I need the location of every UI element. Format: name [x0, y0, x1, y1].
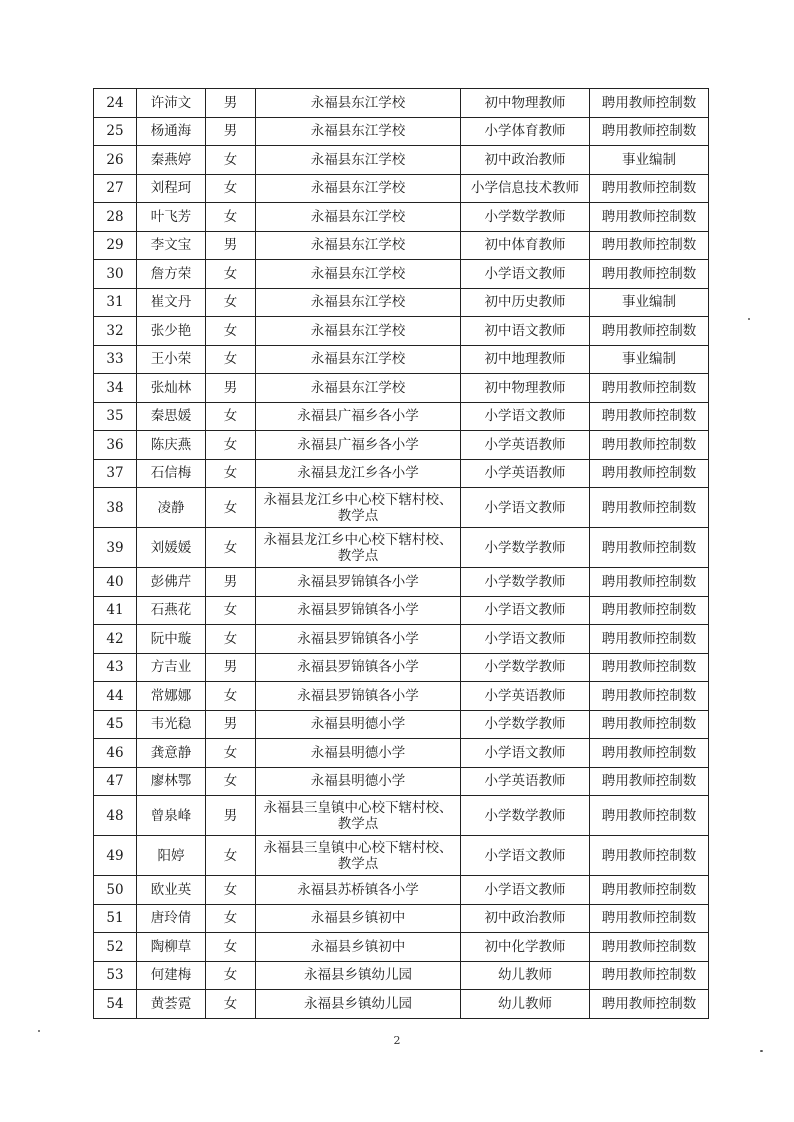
cell-position: 小学数学教师: [461, 568, 590, 597]
cell-school: 永福县东江学校: [256, 374, 461, 403]
cell-position: 小学体育教师: [461, 117, 590, 146]
table-row: [94, 231, 709, 260]
cell-school: 永福县东江学校: [256, 203, 461, 232]
cell-position: 小学数学教师: [461, 796, 590, 836]
cell-position: 初中物理教师: [461, 374, 590, 403]
cell-gender: 女: [206, 767, 256, 796]
cell-school: 永福县罗锦镇各小学: [256, 596, 461, 625]
cell-name: 叶飞芳: [137, 203, 206, 232]
cell-school: 永福县明德小学: [256, 767, 461, 796]
table-row: [94, 203, 709, 232]
cell-staffing-type: 聘用教师控制数: [590, 767, 709, 796]
cell-staffing-type: 聘用教师控制数: [590, 904, 709, 933]
cell-position: 初中历史教师: [461, 288, 590, 317]
table-row: [94, 876, 709, 905]
cell-staffing-type: 聘用教师控制数: [590, 459, 709, 488]
cell-name: 崔文丹: [137, 288, 206, 317]
cell-position: 小学语文教师: [461, 876, 590, 905]
cell-school: 永福县东江学校: [256, 288, 461, 317]
cell-number: 30: [94, 260, 137, 289]
cell-school: 永福县乡镇初中: [256, 904, 461, 933]
cell-name: 何建梅: [137, 961, 206, 990]
cell-position: 小学语文教师: [461, 596, 590, 625]
cell-school: 永福县东江学校: [256, 117, 461, 146]
cell-staffing-type: 事业编制: [590, 345, 709, 374]
cell-staffing-type: 聘用教师控制数: [590, 990, 709, 1019]
table-row: [94, 990, 709, 1019]
scan-speck: [748, 318, 750, 320]
cell-gender: 女: [206, 990, 256, 1019]
cell-position: 小学语文教师: [461, 739, 590, 768]
cell-gender: 男: [206, 710, 256, 739]
cell-school: 永福县乡镇幼儿园: [256, 961, 461, 990]
cell-number: 54: [94, 990, 137, 1019]
cell-gender: 男: [206, 568, 256, 597]
cell-name: 刘媛媛: [137, 528, 206, 568]
cell-position: 小学数学教师: [461, 528, 590, 568]
cell-school: 永福县龙江乡中心校下辖村校、教学点: [256, 488, 461, 528]
cell-name: 曾泉峰: [137, 796, 206, 836]
cell-staffing-type: 聘用教师控制数: [590, 625, 709, 654]
cell-staffing-type: 聘用教师控制数: [590, 231, 709, 260]
cell-position: 小学语文教师: [461, 402, 590, 431]
cell-name: 廖林鄂: [137, 767, 206, 796]
cell-gender: 男: [206, 117, 256, 146]
table-row: [94, 653, 709, 682]
cell-position: 初中地理教师: [461, 345, 590, 374]
cell-number: 50: [94, 876, 137, 905]
cell-name: 杨通海: [137, 117, 206, 146]
cell-position: 小学英语教师: [461, 682, 590, 711]
cell-name: 王小荣: [137, 345, 206, 374]
cell-name: 张少艳: [137, 317, 206, 346]
cell-school: 永福县东江学校: [256, 146, 461, 175]
cell-gender: 男: [206, 374, 256, 403]
table-row: [94, 431, 709, 460]
table-row: [94, 174, 709, 203]
cell-staffing-type: 聘用教师控制数: [590, 117, 709, 146]
cell-staffing-type: 聘用教师控制数: [590, 488, 709, 528]
table-row: [94, 596, 709, 625]
cell-number: 32: [94, 317, 137, 346]
cell-gender: 女: [206, 904, 256, 933]
cell-gender: 男: [206, 653, 256, 682]
cell-staffing-type: 聘用教师控制数: [590, 961, 709, 990]
cell-number: 33: [94, 345, 137, 374]
cell-school: 永福县东江学校: [256, 317, 461, 346]
cell-staffing-type: 聘用教师控制数: [590, 876, 709, 905]
cell-staffing-type: 聘用教师控制数: [590, 796, 709, 836]
cell-number: 46: [94, 739, 137, 768]
table-row: [94, 260, 709, 289]
cell-name: 李文宝: [137, 231, 206, 260]
cell-name: 秦燕婷: [137, 146, 206, 175]
cell-gender: 女: [206, 625, 256, 654]
cell-staffing-type: 聘用教师控制数: [590, 402, 709, 431]
cell-number: 45: [94, 710, 137, 739]
cell-school: 永福县明德小学: [256, 739, 461, 768]
cell-number: 39: [94, 528, 137, 568]
cell-number: 47: [94, 767, 137, 796]
cell-gender: 男: [206, 796, 256, 836]
teacher-roster-table: [93, 88, 709, 1019]
cell-number: 43: [94, 653, 137, 682]
cell-name: 黄荟霓: [137, 990, 206, 1019]
cell-school: 永福县东江学校: [256, 174, 461, 203]
cell-name: 常娜娜: [137, 682, 206, 711]
cell-school: 永福县广福乡各小学: [256, 431, 461, 460]
cell-school: 永福县东江学校: [256, 231, 461, 260]
cell-name: 唐玲倩: [137, 904, 206, 933]
cell-gender: 女: [206, 596, 256, 625]
cell-number: 29: [94, 231, 137, 260]
cell-staffing-type: 聘用教师控制数: [590, 528, 709, 568]
scan-speck: [38, 1030, 40, 1032]
table-row: [94, 488, 709, 528]
cell-school: 永福县东江学校: [256, 260, 461, 289]
cell-name: 彭佛芹: [137, 568, 206, 597]
table-row: [94, 374, 709, 403]
cell-staffing-type: 事业编制: [590, 146, 709, 175]
cell-school: 永福县苏桥镇各小学: [256, 876, 461, 905]
cell-number: 41: [94, 596, 137, 625]
cell-name: 石燕花: [137, 596, 206, 625]
cell-name: 许沛文: [137, 89, 206, 118]
cell-name: 凌静: [137, 488, 206, 528]
page-number: 2: [393, 1034, 401, 1047]
cell-school: 永福县东江学校: [256, 345, 461, 374]
cell-school: 永福县罗锦镇各小学: [256, 682, 461, 711]
cell-school: 永福县明德小学: [256, 710, 461, 739]
cell-number: 44: [94, 682, 137, 711]
cell-number: 34: [94, 374, 137, 403]
cell-position: 初中语文教师: [461, 317, 590, 346]
cell-staffing-type: 聘用教师控制数: [590, 89, 709, 118]
cell-gender: 女: [206, 203, 256, 232]
cell-name: 陈庆燕: [137, 431, 206, 460]
cell-staffing-type: 聘用教师控制数: [590, 596, 709, 625]
cell-gender: 女: [206, 260, 256, 289]
cell-name: 詹方荣: [137, 260, 206, 289]
cell-number: 24: [94, 89, 137, 118]
cell-gender: 女: [206, 933, 256, 962]
cell-school: 永福县乡镇幼儿园: [256, 990, 461, 1019]
cell-staffing-type: 聘用教师控制数: [590, 653, 709, 682]
cell-number: 27: [94, 174, 137, 203]
cell-gender: 女: [206, 174, 256, 203]
cell-position: 小学语文教师: [461, 260, 590, 289]
cell-name: 欧业英: [137, 876, 206, 905]
cell-school: 永福县三皇镇中心校下辖村校、教学点: [256, 836, 461, 876]
cell-gender: 男: [206, 89, 256, 118]
cell-staffing-type: 聘用教师控制数: [590, 710, 709, 739]
cell-number: 48: [94, 796, 137, 836]
cell-number: 25: [94, 117, 137, 146]
cell-school: 永福县乡镇初中: [256, 933, 461, 962]
cell-school: 永福县罗锦镇各小学: [256, 568, 461, 597]
cell-school: 永福县龙江乡各小学: [256, 459, 461, 488]
cell-position: 初中体育教师: [461, 231, 590, 260]
cell-number: 38: [94, 488, 137, 528]
cell-name: 秦思媛: [137, 402, 206, 431]
cell-gender: 女: [206, 317, 256, 346]
cell-gender: 女: [206, 459, 256, 488]
cell-number: 53: [94, 961, 137, 990]
cell-gender: 女: [206, 682, 256, 711]
table-row: [94, 682, 709, 711]
cell-staffing-type: 事业编制: [590, 288, 709, 317]
table-row: [94, 836, 709, 876]
table-row: [94, 961, 709, 990]
cell-position: 初中政治教师: [461, 146, 590, 175]
cell-position: 小学语文教师: [461, 625, 590, 654]
roster-body: [94, 89, 709, 1019]
cell-school: 永福县三皇镇中心校下辖村校、教学点: [256, 796, 461, 836]
cell-gender: 男: [206, 231, 256, 260]
cell-position: 幼儿教师: [461, 961, 590, 990]
cell-school: 永福县罗锦镇各小学: [256, 625, 461, 654]
cell-number: 40: [94, 568, 137, 597]
cell-position: 小学信息技术教师: [461, 174, 590, 203]
cell-position: 小学英语教师: [461, 431, 590, 460]
cell-school: 永福县罗锦镇各小学: [256, 653, 461, 682]
scan-speck: [760, 1050, 763, 1052]
cell-school: 永福县龙江乡中心校下辖村校、教学点: [256, 528, 461, 568]
table-row: [94, 710, 709, 739]
cell-number: 49: [94, 836, 137, 876]
cell-school: 永福县广福乡各小学: [256, 402, 461, 431]
table-row: [94, 459, 709, 488]
cell-staffing-type: 聘用教师控制数: [590, 739, 709, 768]
cell-position: 小学数学教师: [461, 653, 590, 682]
table-row: [94, 796, 709, 836]
cell-school: 永福县东江学校: [256, 89, 461, 118]
cell-gender: 女: [206, 431, 256, 460]
cell-name: 陶柳草: [137, 933, 206, 962]
table-row: [94, 767, 709, 796]
cell-gender: 女: [206, 345, 256, 374]
table-row: [94, 402, 709, 431]
cell-staffing-type: 聘用教师控制数: [590, 203, 709, 232]
table-row: [94, 568, 709, 597]
cell-name: 龚意静: [137, 739, 206, 768]
cell-number: 28: [94, 203, 137, 232]
cell-position: 小学数学教师: [461, 710, 590, 739]
cell-number: 26: [94, 146, 137, 175]
table-row: [94, 345, 709, 374]
cell-staffing-type: 聘用教师控制数: [590, 260, 709, 289]
cell-gender: 女: [206, 528, 256, 568]
cell-gender: 女: [206, 288, 256, 317]
table-row: [94, 739, 709, 768]
cell-staffing-type: 聘用教师控制数: [590, 374, 709, 403]
cell-position: 小学英语教师: [461, 767, 590, 796]
cell-number: 31: [94, 288, 137, 317]
cell-name: 韦光稳: [137, 710, 206, 739]
cell-position: 幼儿教师: [461, 990, 590, 1019]
cell-staffing-type: 聘用教师控制数: [590, 682, 709, 711]
cell-staffing-type: 聘用教师控制数: [590, 933, 709, 962]
cell-number: 36: [94, 431, 137, 460]
cell-gender: 女: [206, 402, 256, 431]
table-row: [94, 89, 709, 118]
cell-staffing-type: 聘用教师控制数: [590, 568, 709, 597]
cell-staffing-type: 聘用教师控制数: [590, 836, 709, 876]
table-row: [94, 117, 709, 146]
cell-position: 小学数学教师: [461, 203, 590, 232]
cell-number: 51: [94, 904, 137, 933]
cell-staffing-type: 聘用教师控制数: [590, 431, 709, 460]
cell-number: 52: [94, 933, 137, 962]
cell-position: 小学语文教师: [461, 488, 590, 528]
cell-staffing-type: 聘用教师控制数: [590, 174, 709, 203]
cell-number: 42: [94, 625, 137, 654]
cell-staffing-type: 聘用教师控制数: [590, 317, 709, 346]
cell-gender: 女: [206, 488, 256, 528]
cell-gender: 女: [206, 961, 256, 990]
table-row: [94, 288, 709, 317]
cell-position: 小学英语教师: [461, 459, 590, 488]
cell-gender: 女: [206, 739, 256, 768]
cell-number: 37: [94, 459, 137, 488]
table-row: [94, 933, 709, 962]
cell-position: 初中化学教师: [461, 933, 590, 962]
cell-name: 方吉业: [137, 653, 206, 682]
cell-position: 初中物理教师: [461, 89, 590, 118]
cell-position: 初中政治教师: [461, 904, 590, 933]
cell-name: 刘程珂: [137, 174, 206, 203]
table-row: [94, 146, 709, 175]
cell-gender: 女: [206, 876, 256, 905]
table-row: [94, 625, 709, 654]
cell-name: 张灿林: [137, 374, 206, 403]
cell-position: 小学语文教师: [461, 836, 590, 876]
cell-name: 阳婷: [137, 836, 206, 876]
table-row: [94, 528, 709, 568]
table-row: [94, 317, 709, 346]
cell-number: 35: [94, 402, 137, 431]
cell-gender: 女: [206, 836, 256, 876]
cell-name: 阮中璇: [137, 625, 206, 654]
table-row: [94, 904, 709, 933]
cell-name: 石信梅: [137, 459, 206, 488]
cell-gender: 女: [206, 146, 256, 175]
